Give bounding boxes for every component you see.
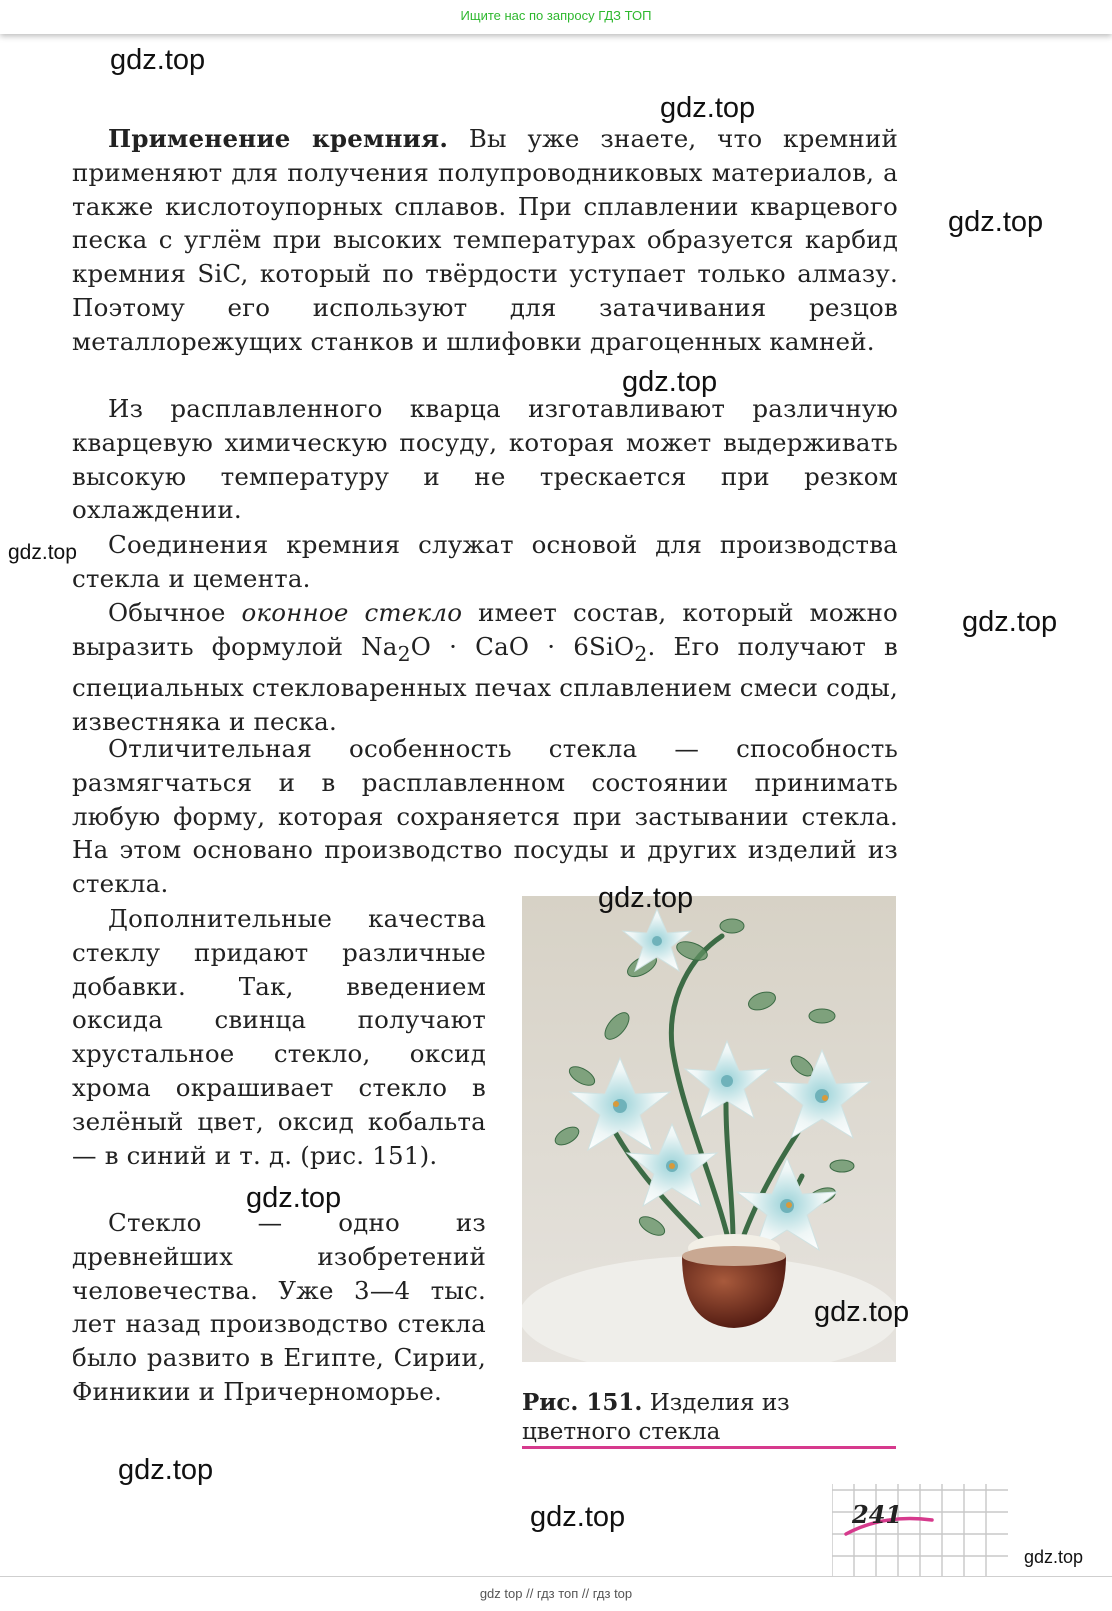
watermark: gdz.top [598, 882, 694, 914]
paragraph-quartz: Из расплавленного кварца изготавливают различную кварцевую химическую посуду, которая может выдерживать высокую температуру и не трескается при резком охлаждении. [72, 394, 898, 525]
paragraph-compounds: Соединения кремния служат основой для производства стекла и цемента. [72, 530, 898, 593]
watermark: gdz.top [110, 44, 206, 76]
section-heading: Применение кремния. [108, 124, 449, 153]
term-window-glass: оконное стекло [241, 598, 463, 627]
paragraph-silicon-use [72, 122, 898, 359]
paragraph-glass-feature: Отличительная особенность стекла — способность размягчаться и в расплавленном состоянии принимать любую форму, которая сохраняется при застывании стекла. На этом основано производство посуды и других изделий из стекла. [72, 734, 898, 899]
watermark: gdz.top [948, 206, 1044, 238]
watermark: gdz.top [8, 541, 77, 564]
bottom-footer-text: gdz top // гдз топ // гдз top [479, 1586, 633, 1601]
watermark: gdz.top [814, 1296, 910, 1328]
top-banner [0, 0, 1112, 34]
watermark: gdz.top [530, 1501, 626, 1533]
figure-caption-label: Рис. 151. [522, 1389, 643, 1416]
figure-caption-text: Изделия из цветного стекла [522, 1390, 790, 1445]
paragraph-1-text: Вы уже знаете, что кремний применяют для получения полупроводниковых материалов, а также кислотоупорных сплавов. При сплавлении кварцевого песка с углём при высоких температурах образуется карбид кремния SiC, который по твёрдости уступает только алмазу. Поэтому его используют для затачивания резцов металлорежущих станков и шлифовки драгоценных камней. [72, 124, 898, 356]
bottom-footer [0, 1576, 1112, 1611]
watermark: gdz.top [622, 366, 718, 398]
watermark: gdz.top [118, 1454, 214, 1486]
page-number: 241 [852, 1500, 903, 1529]
paragraph-window-glass: Обычное оконное стекло имеет состав, который можно выразить формулой $Na_2O$ · CaO · 6SiO$_2$. Его получают в специальных стекловаренных печах сплавлением смеси соды, известняка и песка. [72, 598, 898, 737]
figure-caption [522, 1388, 896, 1447]
watermark: gdz.top [246, 1182, 342, 1214]
paragraph-history: Стекло — одно из древнейших изобретений человечества. Уже 3—4 тыс. лет назад производство стекла было развито в Египте, Сирии, Финикии и Причерноморье. [72, 1208, 486, 1406]
watermark: gdz.top [1024, 1547, 1084, 1567]
top-banner-text: Ищите нас по запросу ГДЗ ТОП [460, 8, 652, 23]
figure-151-glass-flowers [522, 896, 896, 1362]
watermark: gdz.top [660, 92, 756, 124]
glass-flowers-image [522, 896, 896, 1362]
watermark: gdz.top [962, 606, 1058, 638]
paragraph-additives: Дополнительные качества стеклу придают различные добавки. Так, введением оксида свинца получают хрустальное стекло, оксид хрома окрашивает стекло в зелёный цвет, оксид кобальта — в синий и т. д. (рис. 151). [72, 904, 486, 1170]
caption-underline [522, 1446, 896, 1449]
